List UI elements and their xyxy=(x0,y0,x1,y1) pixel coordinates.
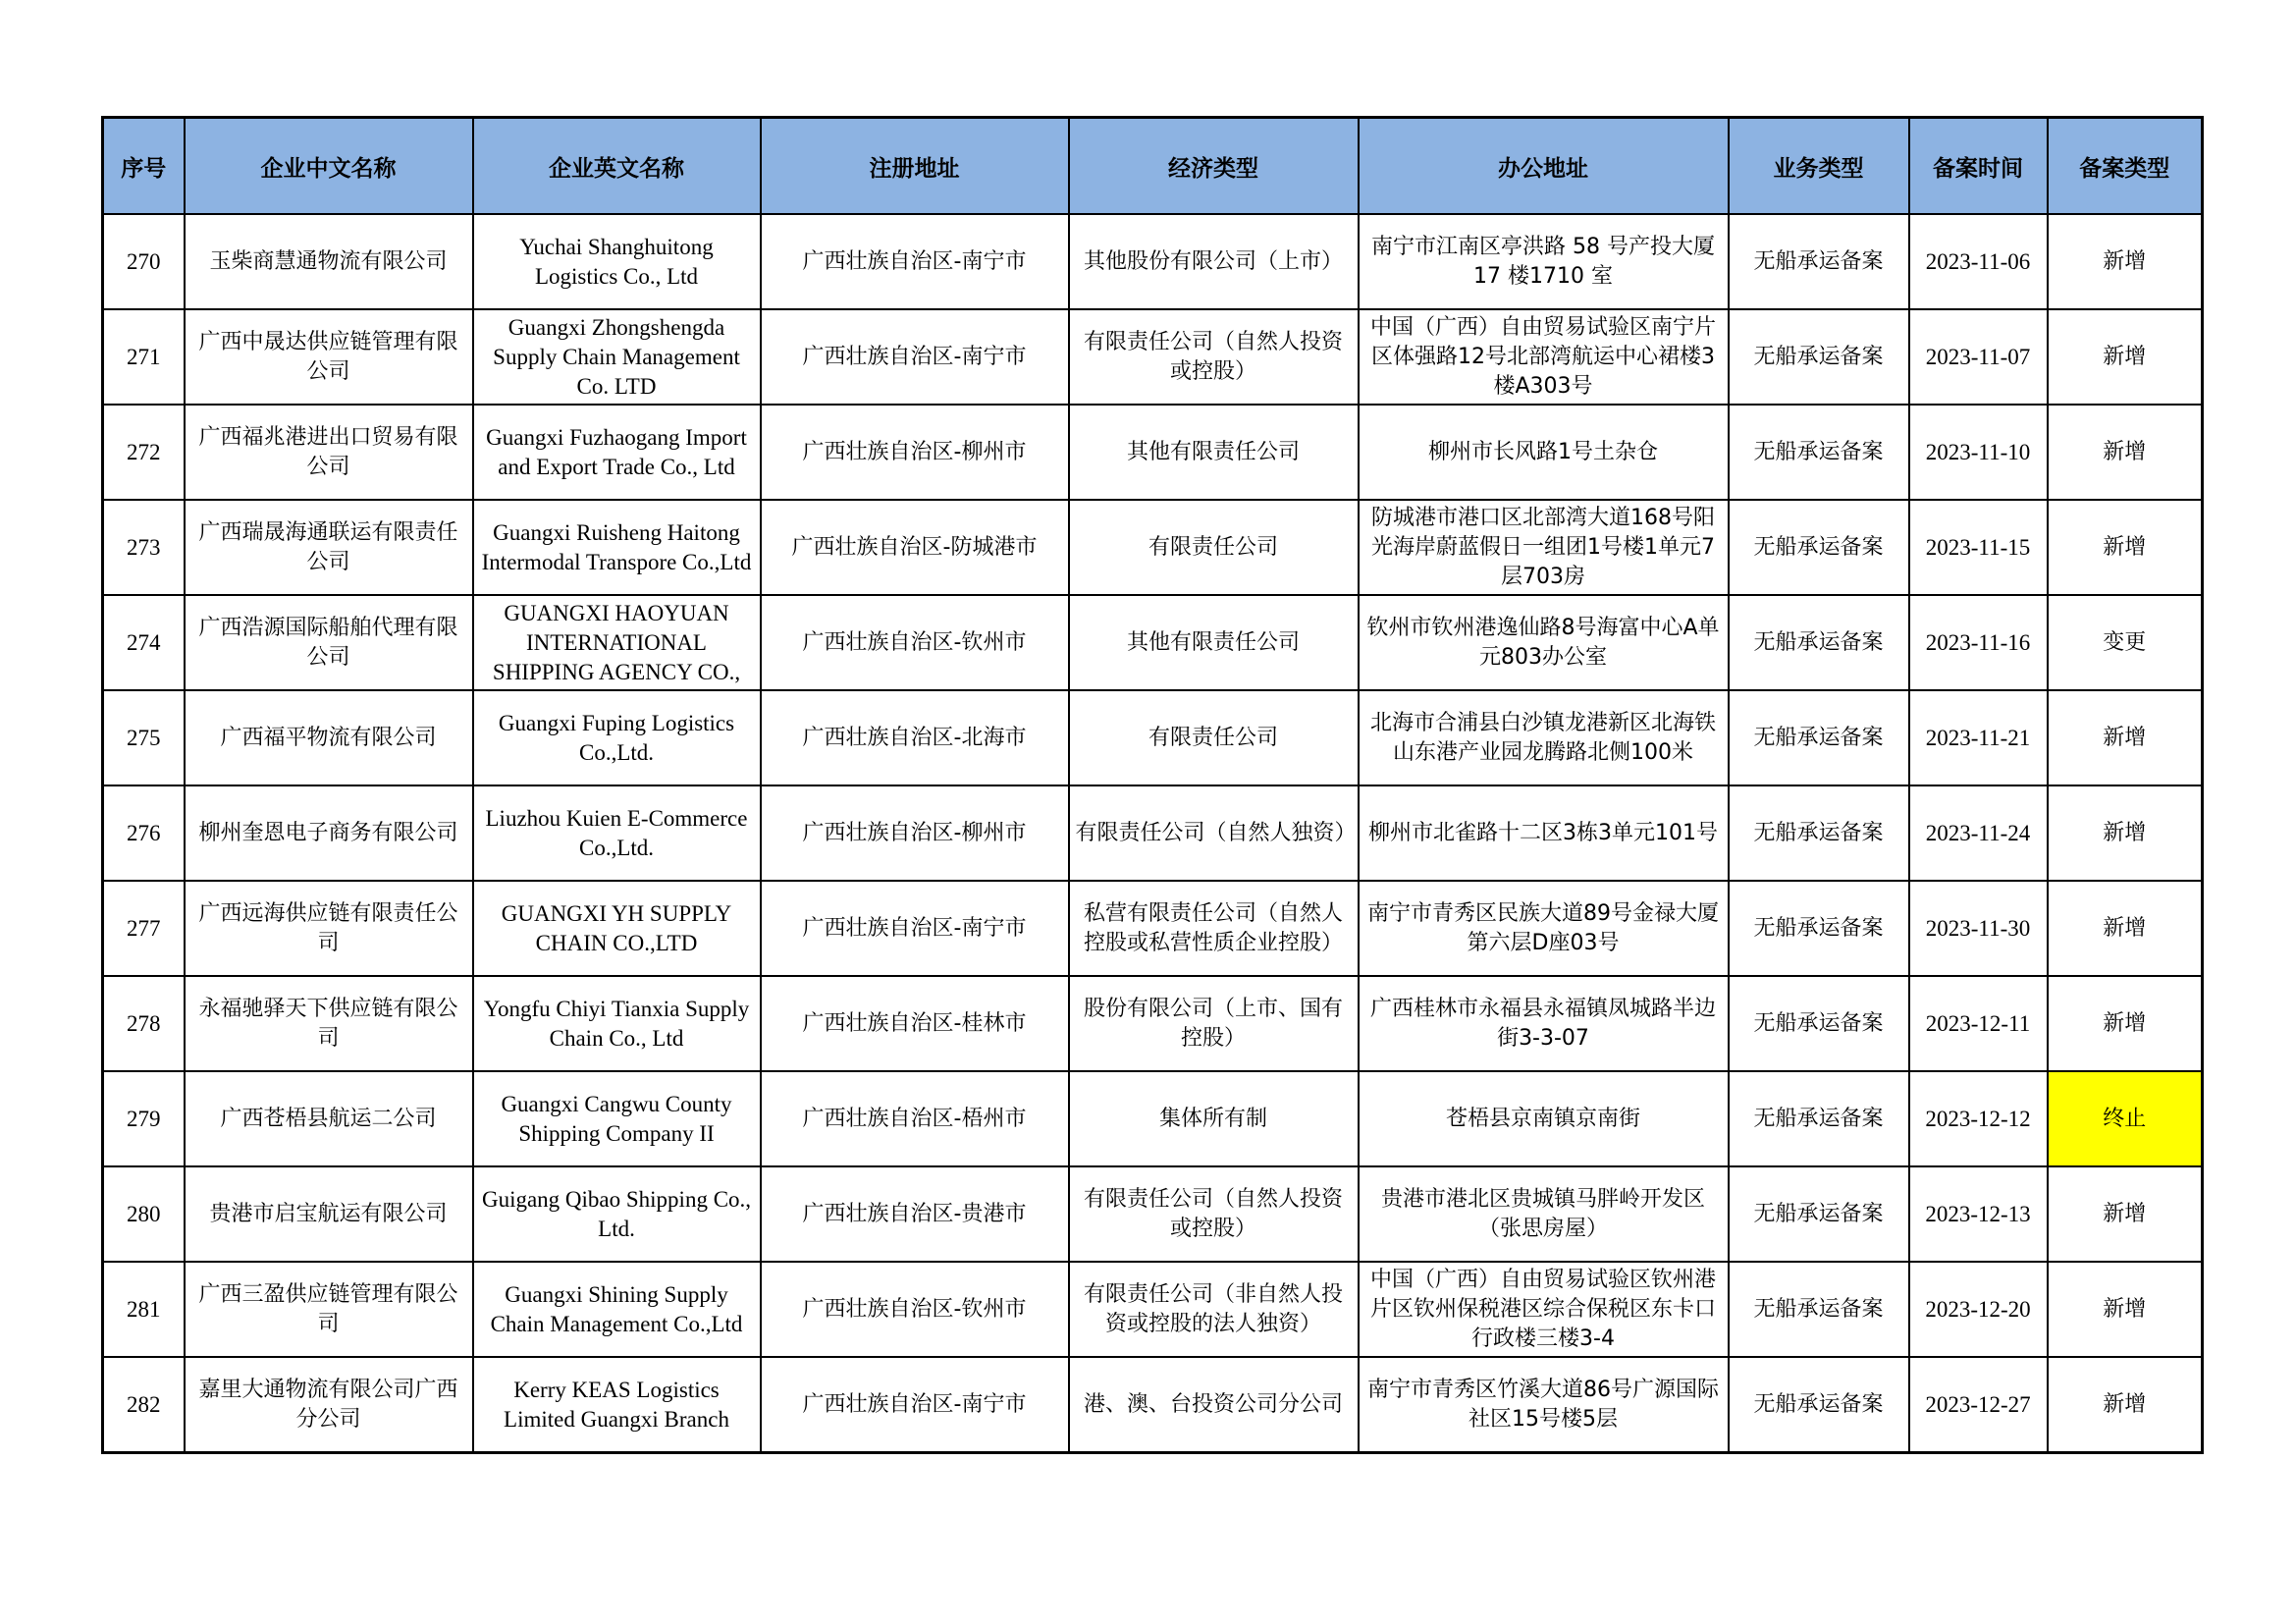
registered-address-cell: 广西壮族自治区-北海市 xyxy=(761,690,1069,785)
company-cn-name-cell: 广西浩源国际船舶代理有限公司 xyxy=(185,595,473,690)
filing-type-cell: 新增 xyxy=(2048,976,2203,1071)
header-cell: 序号 xyxy=(103,118,185,215)
company-cn-name-cell: 永福驰驿天下供应链有限公司 xyxy=(185,976,473,1071)
company-cn-name-cell: 广西瑞晟海通联运有限责任公司 xyxy=(185,500,473,595)
office-address-cell: 苍梧县京南镇京南街 xyxy=(1359,1071,1729,1166)
company-en-name-cell: Yuchai Shanghuitong Logistics Co., Ltd xyxy=(473,214,761,309)
business-type-cell: 无船承运备案 xyxy=(1729,1357,1909,1453)
filing-date-cell: 2023-12-12 xyxy=(1909,1071,2048,1166)
table-row xyxy=(103,500,2203,595)
filing-date-cell: 2023-11-10 xyxy=(1909,405,2048,500)
registry-table xyxy=(101,116,2204,1454)
company-cn-name-cell: 广西远海供应链有限责任公司 xyxy=(185,881,473,976)
company-en-name-cell: Guangxi Fuping Logistics Co.,Ltd. xyxy=(473,690,761,785)
office-address-cell: 南宁市江南区亭洪路 58 号产投大厦 17 楼1710 室 xyxy=(1359,214,1729,309)
table-row xyxy=(103,595,2203,690)
filing-type-cell: 新增 xyxy=(2048,1262,2203,1357)
economic-type-cell: 集体所有制 xyxy=(1069,1071,1359,1166)
economic-type-cell: 有限责任公司（自然人投资或控股） xyxy=(1069,309,1359,405)
office-address-cell: 广西桂林市永福县永福镇凤城路半边街3-3-07 xyxy=(1359,976,1729,1071)
business-type-cell: 无船承运备案 xyxy=(1729,405,1909,500)
table-row xyxy=(103,1262,2203,1357)
row-number-cell: 273 xyxy=(103,500,185,595)
company-en-name-cell: Guangxi Ruisheng Haitong Intermodal Transpore Co.,Ltd xyxy=(473,500,761,595)
row-number-cell: 275 xyxy=(103,690,185,785)
filing-date-cell: 2023-11-07 xyxy=(1909,309,2048,405)
table-row xyxy=(103,785,2203,881)
header-cell: 经济类型 xyxy=(1069,118,1359,215)
row-number-cell: 278 xyxy=(103,976,185,1071)
business-type-cell: 无船承运备案 xyxy=(1729,881,1909,976)
filing-date-cell: 2023-11-24 xyxy=(1909,785,2048,881)
company-cn-name-cell: 广西中晟达供应链管理有限公司 xyxy=(185,309,473,405)
economic-type-cell: 有限责任公司 xyxy=(1069,500,1359,595)
header-cell: 注册地址 xyxy=(761,118,1069,215)
company-en-name-cell: Guangxi Cangwu County Shipping Company II xyxy=(473,1071,761,1166)
economic-type-cell: 其他股份有限公司（上市） xyxy=(1069,214,1359,309)
economic-type-cell: 有限责任公司（自然人投资或控股） xyxy=(1069,1166,1359,1262)
table-row xyxy=(103,976,2203,1071)
filing-date-cell: 2023-11-15 xyxy=(1909,500,2048,595)
table-row xyxy=(103,1166,2203,1262)
office-address-cell: 中国（广西）自由贸易试验区南宁片区体强路12号北部湾航运中心裙楼3楼A303号 xyxy=(1359,309,1729,405)
filing-date-cell: 2023-12-13 xyxy=(1909,1166,2048,1262)
header-cell: 备案类型 xyxy=(2048,118,2203,215)
office-address-cell: 北海市合浦县白沙镇龙港新区北海铁山东港产业园龙腾路北侧100米 xyxy=(1359,690,1729,785)
business-type-cell: 无船承运备案 xyxy=(1729,214,1909,309)
table-row xyxy=(103,1357,2203,1453)
company-cn-name-cell: 嘉里大通物流有限公司广西分公司 xyxy=(185,1357,473,1453)
filing-date-cell: 2023-12-27 xyxy=(1909,1357,2048,1453)
economic-type-cell: 有限责任公司（自然人独资） xyxy=(1069,785,1359,881)
filing-date-cell: 2023-11-30 xyxy=(1909,881,2048,976)
company-cn-name-cell: 贵港市启宝航运有限公司 xyxy=(185,1166,473,1262)
table-row xyxy=(103,309,2203,405)
registered-address-cell: 广西壮族自治区-钦州市 xyxy=(761,1262,1069,1357)
registered-address-cell: 广西壮族自治区-南宁市 xyxy=(761,214,1069,309)
filing-type-cell: 新增 xyxy=(2048,500,2203,595)
table-row xyxy=(103,1071,2203,1166)
registered-address-cell: 广西壮族自治区-南宁市 xyxy=(761,1357,1069,1453)
office-address-cell: 柳州市北雀路十二区3栋3单元101号 xyxy=(1359,785,1729,881)
office-address-cell: 钦州市钦州港逸仙路8号海富中心A单元803办公室 xyxy=(1359,595,1729,690)
business-type-cell: 无船承运备案 xyxy=(1729,1071,1909,1166)
filing-type-cell: 新增 xyxy=(2048,1166,2203,1262)
economic-type-cell: 有限责任公司（非自然人投资或控股的法人独资） xyxy=(1069,1262,1359,1357)
office-address-cell: 防城港市港口区北部湾大道168号阳光海岸蔚蓝假日一组团1号楼1单元7层703房 xyxy=(1359,500,1729,595)
company-en-name-cell: GUANGXI YH SUPPLY CHAIN CO.,LTD xyxy=(473,881,761,976)
business-type-cell: 无船承运备案 xyxy=(1729,595,1909,690)
filing-type-cell: 新增 xyxy=(2048,785,2203,881)
business-type-cell: 无船承运备案 xyxy=(1729,309,1909,405)
office-address-cell: 贵港市港北区贵城镇马胖岭开发区（张思房屋） xyxy=(1359,1166,1729,1262)
registered-address-cell: 广西壮族自治区-南宁市 xyxy=(761,309,1069,405)
office-address-cell: 柳州市长风路1号土杂仓 xyxy=(1359,405,1729,500)
registered-address-cell: 广西壮族自治区-防城港市 xyxy=(761,500,1069,595)
filing-date-cell: 2023-11-16 xyxy=(1909,595,2048,690)
economic-type-cell: 其他有限责任公司 xyxy=(1069,595,1359,690)
company-cn-name-cell: 广西苍梧县航运二公司 xyxy=(185,1071,473,1166)
row-number-cell: 274 xyxy=(103,595,185,690)
filing-date-cell: 2023-12-20 xyxy=(1909,1262,2048,1357)
economic-type-cell: 港、澳、台投资公司分公司 xyxy=(1069,1357,1359,1453)
economic-type-cell: 股份有限公司（上市、国有控股） xyxy=(1069,976,1359,1071)
company-en-name-cell: Guangxi Shining Supply Chain Management Co.,Ltd xyxy=(473,1262,761,1357)
registered-address-cell: 广西壮族自治区-梧州市 xyxy=(761,1071,1069,1166)
filing-type-cell: 新增 xyxy=(2048,405,2203,500)
business-type-cell: 无船承运备案 xyxy=(1729,500,1909,595)
header-row xyxy=(103,118,2203,215)
company-cn-name-cell: 柳州奎恩电子商务有限公司 xyxy=(185,785,473,881)
row-number-cell: 280 xyxy=(103,1166,185,1262)
table-row xyxy=(103,690,2203,785)
row-number-cell: 279 xyxy=(103,1071,185,1166)
filing-type-cell: 新增 xyxy=(2048,1357,2203,1453)
header-cell: 业务类型 xyxy=(1729,118,1909,215)
row-number-cell: 277 xyxy=(103,881,185,976)
company-en-name-cell: GUANGXI HAOYUAN INTERNATIONAL SHIPPING AGENCY CO., xyxy=(473,595,761,690)
row-number-cell: 281 xyxy=(103,1262,185,1357)
economic-type-cell: 有限责任公司 xyxy=(1069,690,1359,785)
header-cell: 企业中文名称 xyxy=(185,118,473,215)
registered-address-cell: 广西壮族自治区-桂林市 xyxy=(761,976,1069,1071)
filing-date-cell: 2023-11-21 xyxy=(1909,690,2048,785)
filing-date-cell: 2023-12-11 xyxy=(1909,976,2048,1071)
registered-address-cell: 广西壮族自治区-钦州市 xyxy=(761,595,1069,690)
filing-type-cell: 新增 xyxy=(2048,881,2203,976)
economic-type-cell: 私营有限责任公司（自然人控股或私营性质企业控股） xyxy=(1069,881,1359,976)
row-number-cell: 282 xyxy=(103,1357,185,1453)
economic-type-cell: 其他有限责任公司 xyxy=(1069,405,1359,500)
filing-type-cell: 新增 xyxy=(2048,214,2203,309)
table-row xyxy=(103,881,2203,976)
business-type-cell: 无船承运备案 xyxy=(1729,976,1909,1071)
filing-type-cell: 终止 xyxy=(2048,1071,2203,1166)
header-cell: 办公地址 xyxy=(1359,118,1729,215)
registered-address-cell: 广西壮族自治区-南宁市 xyxy=(761,881,1069,976)
business-type-cell: 无船承运备案 xyxy=(1729,1262,1909,1357)
company-en-name-cell: Guangxi Zhongshengda Supply Chain Management Co. LTD xyxy=(473,309,761,405)
row-number-cell: 276 xyxy=(103,785,185,881)
row-number-cell: 270 xyxy=(103,214,185,309)
company-en-name-cell: Guigang Qibao Shipping Co., Ltd. xyxy=(473,1166,761,1262)
company-en-name-cell: Kerry KEAS Logistics Limited Guangxi Branch xyxy=(473,1357,761,1453)
office-address-cell: 南宁市青秀区民族大道89号金禄大厦第六层D座03号 xyxy=(1359,881,1729,976)
header-cell: 企业英文名称 xyxy=(473,118,761,215)
company-cn-name-cell: 广西三盈供应链管理有限公司 xyxy=(185,1262,473,1357)
registered-address-cell: 广西壮族自治区-贵港市 xyxy=(761,1166,1069,1262)
filing-type-cell: 新增 xyxy=(2048,690,2203,785)
registered-address-cell: 广西壮族自治区-柳州市 xyxy=(761,785,1069,881)
company-cn-name-cell: 广西福兆港进出口贸易有限公司 xyxy=(185,405,473,500)
company-en-name-cell: Yongfu Chiyi Tianxia Supply Chain Co., Ltd xyxy=(473,976,761,1071)
office-address-cell: 南宁市青秀区竹溪大道86号广源国际社区15号楼5层 xyxy=(1359,1357,1729,1453)
company-cn-name-cell: 玉柴商慧通物流有限公司 xyxy=(185,214,473,309)
filing-date-cell: 2023-11-06 xyxy=(1909,214,2048,309)
registered-address-cell: 广西壮族自治区-柳州市 xyxy=(761,405,1069,500)
filing-type-cell: 新增 xyxy=(2048,309,2203,405)
table-body xyxy=(103,214,2203,1453)
business-type-cell: 无船承运备案 xyxy=(1729,785,1909,881)
row-number-cell: 272 xyxy=(103,405,185,500)
office-address-cell: 中国（广西）自由贸易试验区钦州港片区钦州保税港区综合保税区东卡口行政楼三楼3-4 xyxy=(1359,1262,1729,1357)
table-row xyxy=(103,214,2203,309)
header-cell: 备案时间 xyxy=(1909,118,2048,215)
business-type-cell: 无船承运备案 xyxy=(1729,690,1909,785)
company-en-name-cell: Guangxi Fuzhaogang Import and Export Trade Co., Ltd xyxy=(473,405,761,500)
company-en-name-cell: Liuzhou Kuien E-Commerce Co.,Ltd. xyxy=(473,785,761,881)
table-row xyxy=(103,405,2203,500)
business-type-cell: 无船承运备案 xyxy=(1729,1166,1909,1262)
filing-type-cell: 变更 xyxy=(2048,595,2203,690)
row-number-cell: 271 xyxy=(103,309,185,405)
company-cn-name-cell: 广西福平物流有限公司 xyxy=(185,690,473,785)
